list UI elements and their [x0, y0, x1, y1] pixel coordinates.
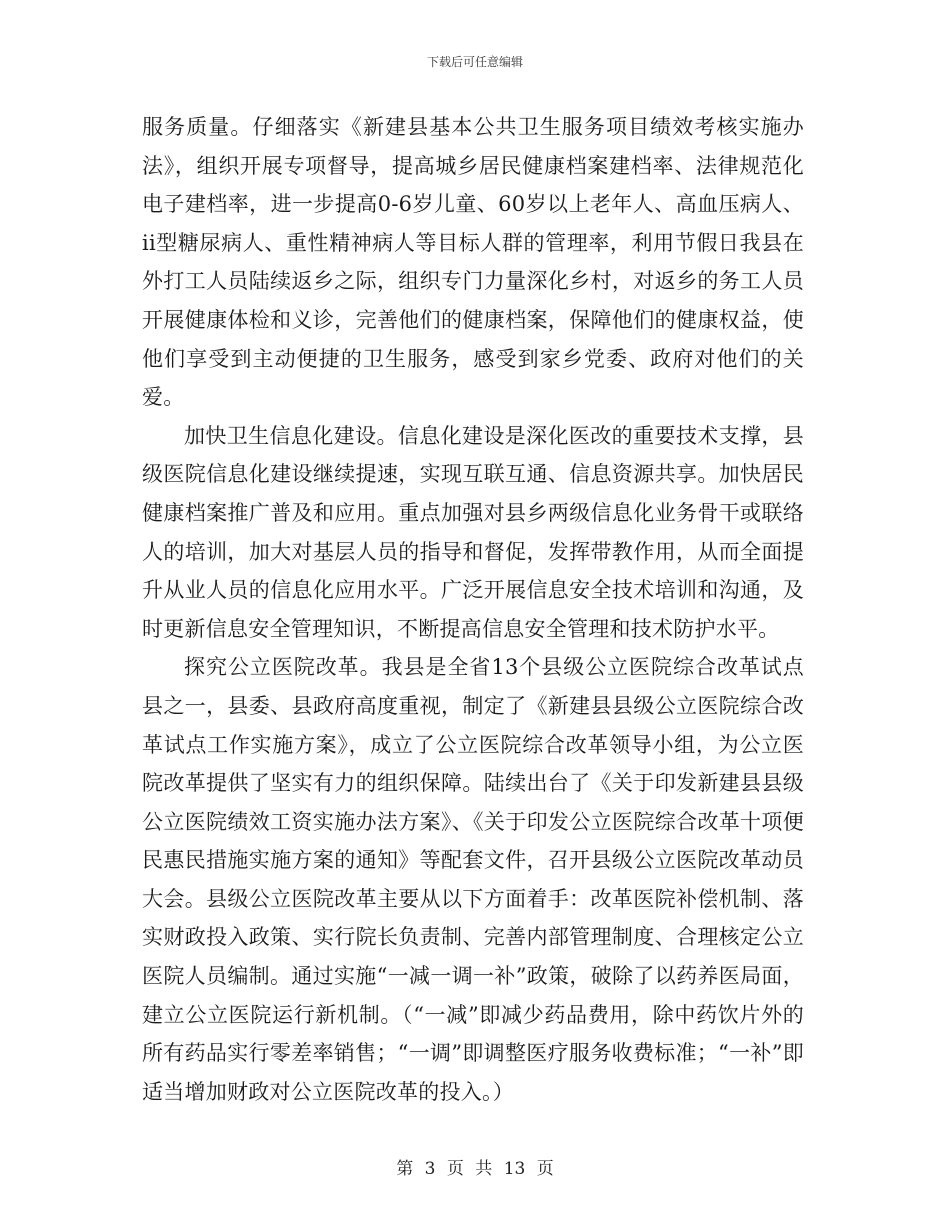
paragraph-public-hospital-reform: 探究公立医院改革。我县是全省13个县级公立医院综合改革试点县之一，县委、县政府高度重视，制定了《新建县县级公立医院综合改革试点工作实施方案》，成立了公立医院综合改革领导小组，为公立医院改革提供了坚实有力的组织保障。陆续出台了《关于印发新建县县级公立医院绩效工资实施办法方案》、《关于印发公立医院综合改革十项便民惠民措施实施方案的通知》等配套文件，召开县级公立医院改革动员大会。县级公立医院改革主要从以下方面着手：改革医院补偿机制、落实财政投入政策、实行院长负责制、完善内部管理制度、合理核定公立医院人员编制。通过实施“一减一调一补”政策，破除了以药养医局面，建立公立医院运行新机制。（“一减”即减少药品费用，除中药饮片外的所有药品实行零差率销售；“一调”即调整医疗服务收费标准；“一补”即适当增加财政对公立医院改革的投入。）	[142, 655, 804, 1104]
header-note: 下载后可任意编辑	[426, 55, 523, 69]
page-number-footer: 第 3 页 共 13 页	[396, 1159, 554, 1179]
paragraph-health-informatization: 加快卫生信息化建设。信息化建设是深化医改的重要技术支撑，县级医院信息化建设继续提速，实现互联互通、信息资源共享。加快居民健康档案推广普及和应用。重点加强对县乡两级信息化业务骨干或联络人的培训，加大对基层人员的指导和督促，发挥带教作用，从而全面提升从业人员的信息化应用水平。广泛开展信息安全技术培训和沟通，及时更新信息安全管理知识，不断提高信息安全管理和技术防护水平。	[142, 423, 804, 641]
document-body	[142, 108, 804, 1111]
paragraph-service-quality: 服务质量。仔细落实《新建县基本公共卫生服务项目绩效考核实施办法》，组织开展专项督导，提高城乡居民健康档案建档率、法律规范化电子建档率，进一步提高0-6岁儿童、60岁以上老年人、高血压病人、ii型糖尿病人、重性精神病人等目标人群的管理率，利用节假日我县在外打工人员陆续返乡之际，组织专门力量深化乡村，对返乡的务工人员开展健康体检和义诊，完善他们的健康档案，保障他们的健康权益，使他们享受到主动便捷的卫生服务，感受到家乡党委、政府对他们的关爱。	[142, 115, 804, 410]
